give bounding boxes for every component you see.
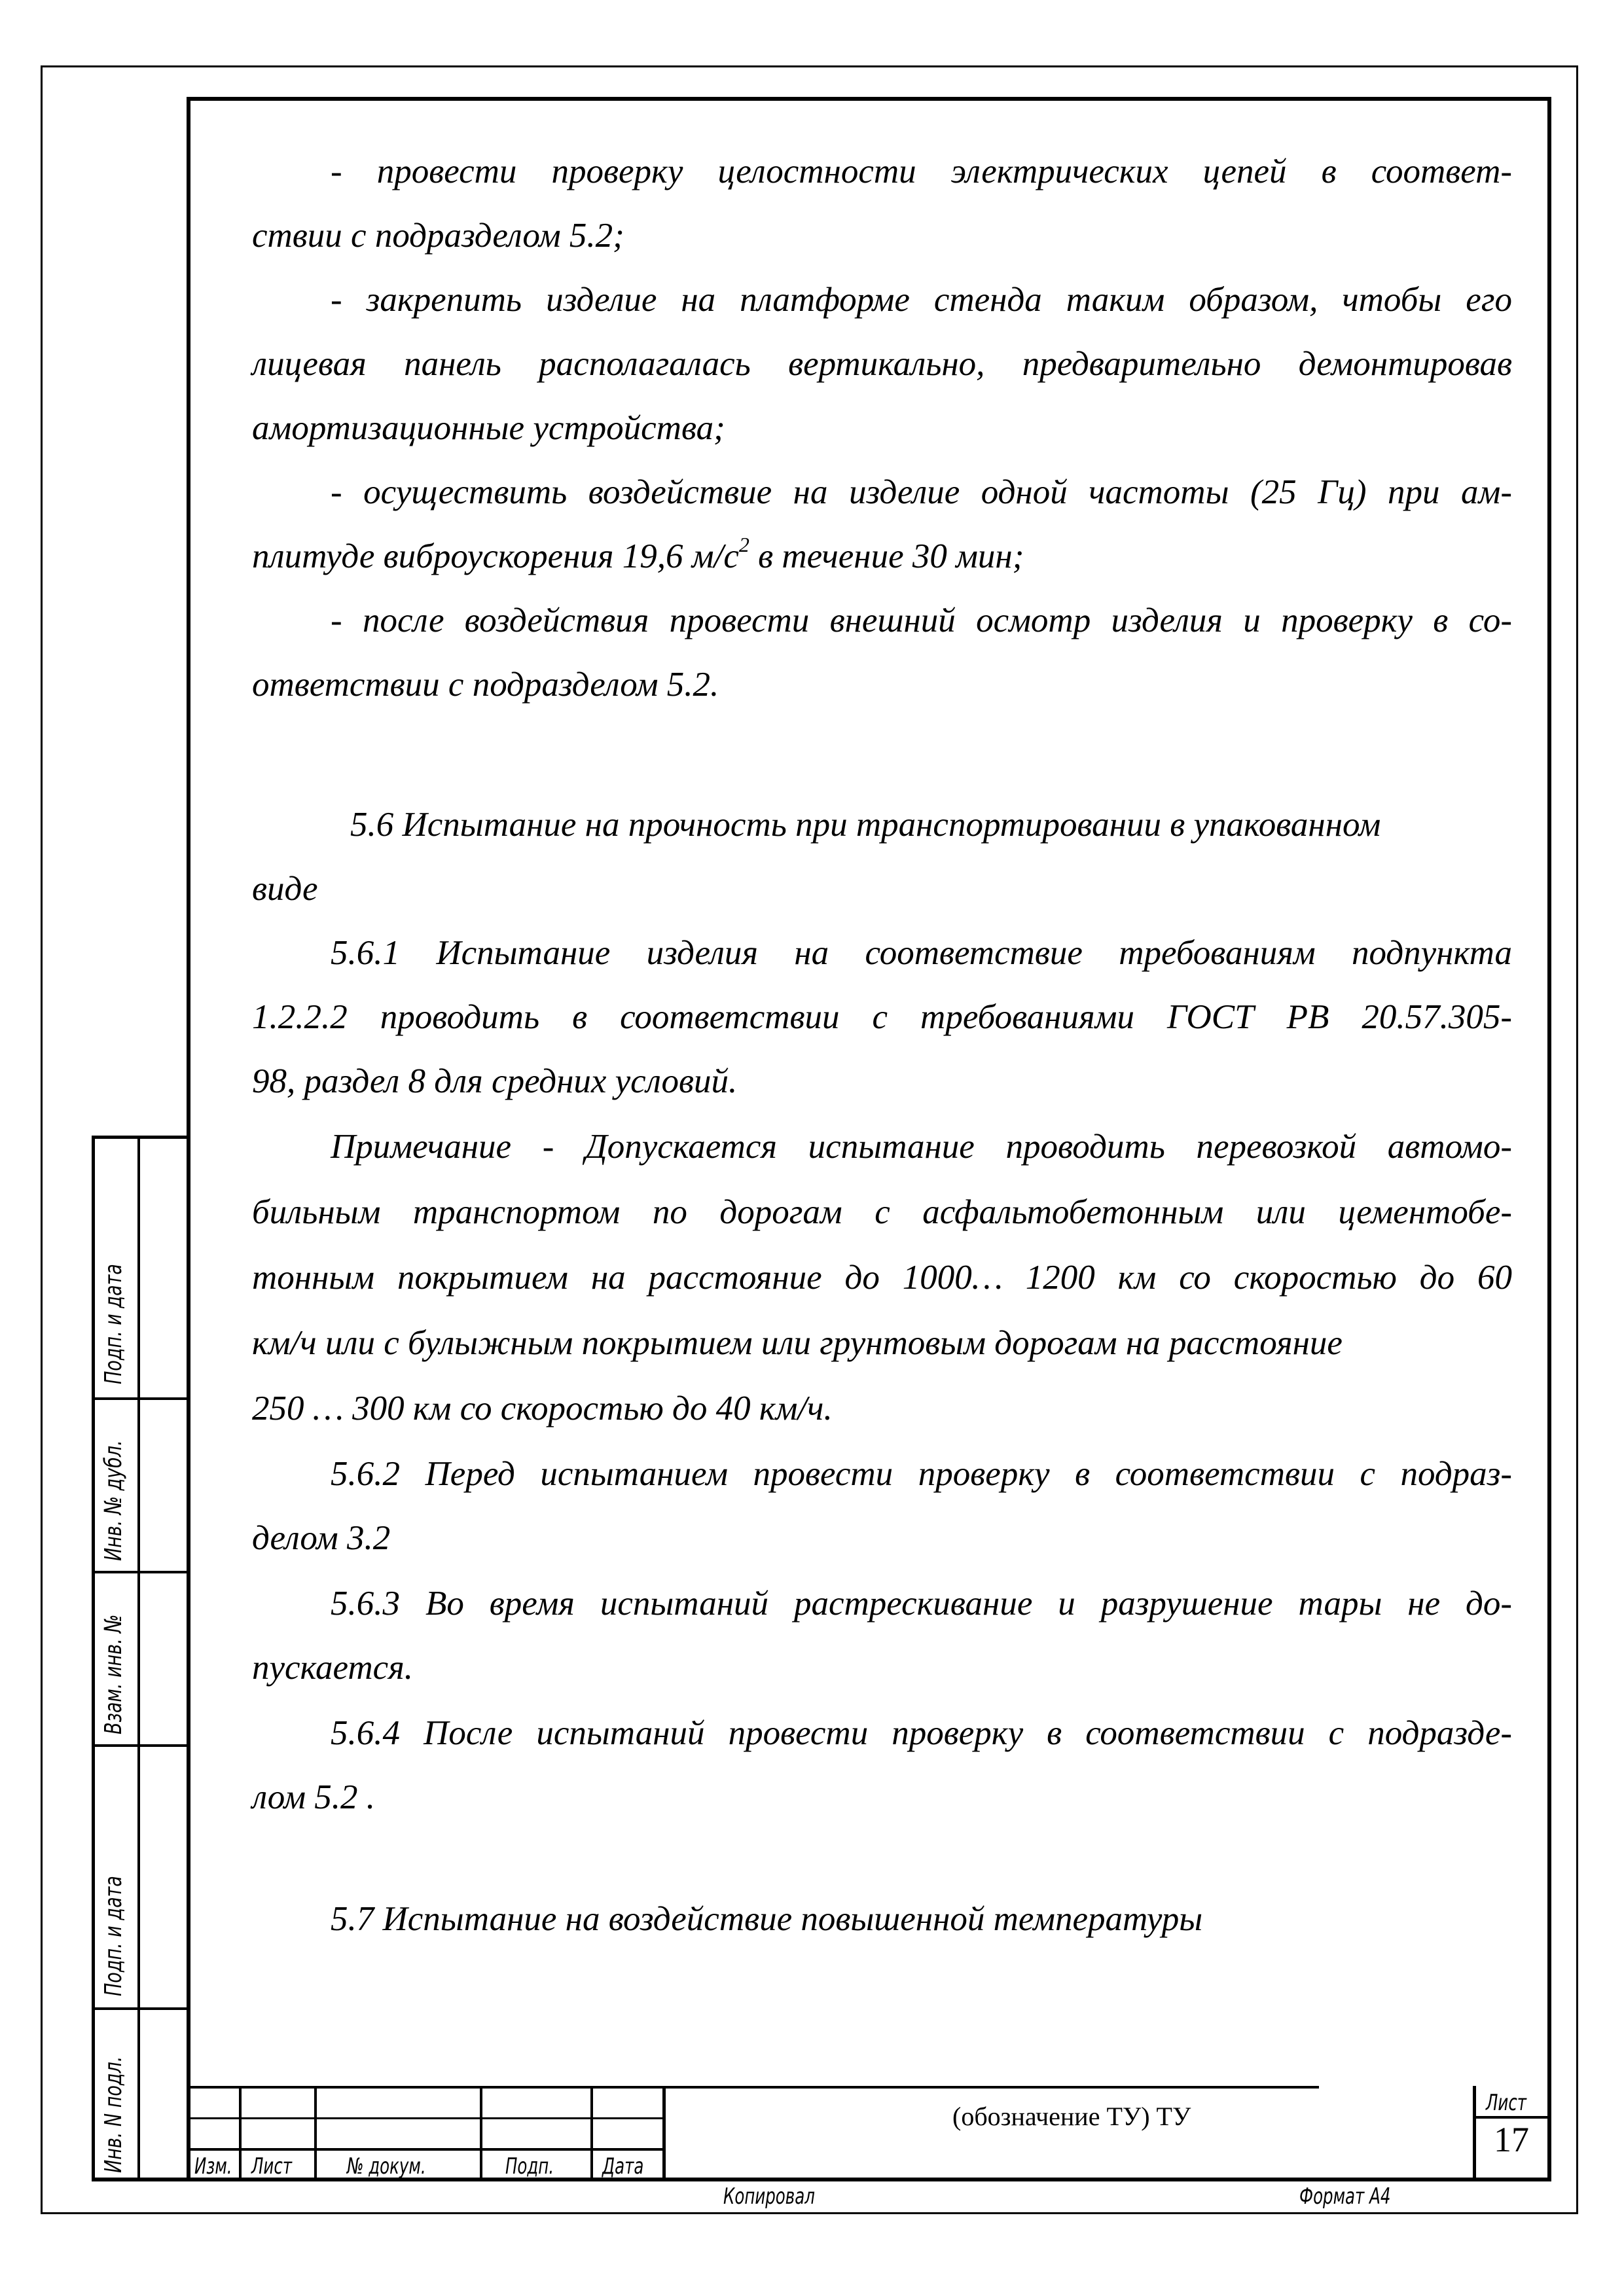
sheet-cell-divider [1473, 2116, 1551, 2119]
title-block-col-izm [239, 2086, 242, 2181]
side-label-inv-dubl: Инв. № дубл. [100, 1440, 127, 1561]
outer-frame-top [41, 65, 1578, 67]
body-line: делом 3.2 [252, 1519, 391, 1557]
inner-frame-right [1547, 97, 1551, 2181]
section-heading: 5.6 Испытание на прочность при транспортировании в упакованном [350, 806, 1381, 844]
stamp-label-data: Дата [602, 2153, 644, 2179]
designation-text: (обозначение ТУ) ТУ [952, 2102, 1191, 2131]
body-line: бильным транспортом по дорогам с асфальтобетонным или цементобе- [252, 1193, 1512, 1231]
superscript: 2 [738, 533, 749, 556]
side-stamp-row2 [92, 1571, 190, 1573]
stamp-label-podp: Подп. [505, 2153, 554, 2179]
body-line: 5.6.2 Перед испытанием провести проверку в соответствии с подраз- [331, 1455, 1512, 1493]
side-stamp-divider [137, 1136, 140, 2181]
body-line: 5.6.1 Испытание изделия на соответствие требованиям подпункта [331, 934, 1512, 972]
title-block-col-dokum [480, 2086, 482, 2181]
body-line-part: в течение 30 мин; [749, 537, 1024, 575]
outer-frame-left [41, 65, 43, 2214]
section-heading: 5.7 Испытание на воздействие повышенной температуры [331, 1900, 1203, 1938]
body-line: - осуществить воздействие на изделие одной частоты (25 Гц) при ам- [331, 473, 1512, 511]
sheet-label: Лист [1486, 2090, 1527, 2116]
side-label-inv-podl: Инв. N подл. [100, 2056, 127, 2173]
side-stamp-row3 [92, 1744, 190, 1747]
body-line-part: плитуде виброускорения 19,6 м/с [252, 537, 739, 575]
inner-frame-left [187, 97, 190, 2181]
inner-frame-top [187, 97, 1551, 101]
body-line: пускается. [252, 1649, 414, 1687]
inner-frame-bottom [92, 2178, 1551, 2181]
body-line: Примечание - Допускается испытание проводить перевозкой автомо- [331, 1128, 1512, 1166]
side-stamp-left [92, 1136, 95, 2181]
side-stamp-top [92, 1136, 190, 1139]
title-block-col-data [662, 2086, 666, 2181]
body-line: - после воздействия провести внешний осмотр изделия и проверку в со- [331, 601, 1512, 639]
body-line: тонным покрытием на расстояние до 1000… 1200 км со скоростью до 60 [252, 1259, 1512, 1297]
side-label-podp-data-top: Подп. и дата [100, 1264, 127, 1384]
body-line: - провести проверку целостности электрических цепей в соответ- [331, 152, 1512, 190]
body-line: ствии с подразделом 5.2; [252, 217, 624, 255]
side-stamp-row4 [92, 2007, 190, 2010]
stamp-label-izm: Изм. [194, 2153, 232, 2179]
body-line: - закрепить изделие на платформе стенда таким образом, чтобы его [331, 281, 1512, 319]
body-line: ответствии с подразделом 5.2. [252, 666, 719, 704]
section-heading: виде [252, 870, 318, 908]
body-line: лом 5.2 . [252, 1778, 376, 1816]
sheet-cell-left [1473, 2086, 1476, 2181]
document-designation [952, 2101, 1191, 2132]
footer-format: Формат А4 [1299, 2183, 1391, 2210]
title-block-top [187, 2086, 1319, 2089]
side-label-vzam-inv: Взам. инв. № [100, 1614, 127, 1734]
side-label-podp-data-bottom: Подп. и дата [100, 1876, 127, 1996]
body-line: амортизационные устройства; [252, 409, 725, 447]
body-line: лицевая панель располагалась вертикально, предварительно демонтировав [252, 345, 1512, 383]
title-block-col-podp [590, 2086, 593, 2181]
outer-frame-right [1576, 65, 1578, 2214]
body-line: 5.6.4 После испытаний провести проверку в соответствии с подразде- [331, 1714, 1512, 1752]
body-line [252, 535, 1512, 577]
body-line: км/ч или с булыжным покрытием или грунтовым дорогам на расстояние [252, 1324, 1343, 1362]
body-line: 5.6.3 Во время испытаний растрескивание и разрушение тары не до- [331, 1585, 1512, 1623]
title-block-col-list [314, 2086, 317, 2181]
outer-frame-bottom [41, 2212, 1578, 2214]
stamp-label-n-dokum: № докум. [347, 2153, 426, 2179]
body-line: 250 … 300 км со скоростью до 40 км/ч. [252, 1390, 833, 1427]
side-stamp-row1 [92, 1397, 190, 1400]
body-line: 1.2.2.2 проводить в соответствии с требованиями ГОСТ РВ 20.57.305- [252, 998, 1512, 1036]
sheet-number: 17 [1494, 2120, 1529, 2159]
stamp-label-list: Лист [251, 2153, 293, 2179]
footer-copied: Копировал [723, 2183, 815, 2210]
body-line: 98, раздел 8 для средних условий. [252, 1062, 738, 1100]
